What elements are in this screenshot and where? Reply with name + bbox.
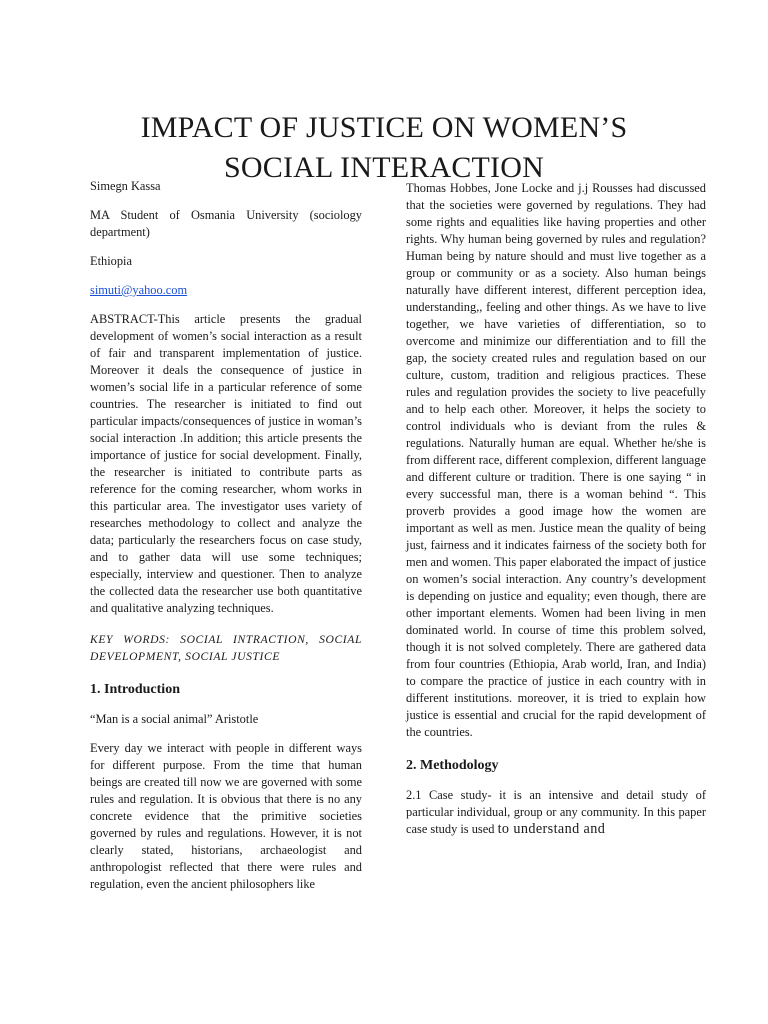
- paper-title: [60, 108, 708, 188]
- keywords: KEY WORDS: SOCIAL INTRACTION, SOCIAL DEVELOPMENT, SOCIAL JUSTICE: [90, 633, 362, 663]
- title-line-2: SOCIAL INTERACTION: [224, 151, 544, 185]
- author-name: Simegn Kassa: [90, 179, 161, 193]
- case-study-paragraph: [406, 787, 706, 838]
- author-country: Ethiopia: [90, 254, 132, 268]
- introduction-quote: “Man is a social animal” Aristotle: [90, 712, 259, 726]
- case-study-text: 2.1 Case study- it is an intensive and detail study of particular individual, group or any community. In this paper case study is used: [406, 788, 706, 836]
- methodology-heading: 2. Methodology: [406, 758, 499, 773]
- introduction-heading: 1. Introduction: [90, 682, 180, 697]
- abstract-paragraph: ABSTRACT-This article presents the gradual development of women’s social interaction as a result of fair and transparent implementation of justice. Moreover it deals the consequence of justice in women’s social life in a particular reference of some countries. The researcher is initiated to find out particular impacts/consequences of justice in woman’s social interaction .In addition; this article presents the importance of justice for social development. Finally, the researcher is initiated to contribute parts as reference for the coming researcher, whom works in this particular area. The investigator uses variety of researches methodology to collect and analyze the data; particularly the researchers focus on case study, and to gather data will use some techniques; especially, interview and questioner. Then to analyze the collected data the researcher use both quantitative and qualitative analyzing techniques.: [90, 312, 362, 615]
- introduction-continued: Thomas Hobbes, Jone Locke and j.j Rousses had discussed that the societies were governed by regulations. They had some rights and equalities like having properties and other rights. Why human being governed by rules and regulation? Human being by nature should and must live together as a group or community or as a society. Also human beings naturally have different interest, different perception idea, understanding,, feeling and other things. As we have to live together, we have varieties of differentiation, so to overcome and minimize our differentiation and to fill the gap, the society created rules and regulation based on our culture, custom, tradition and religious practices. These rules and regulation provides the society to live peacefully and to help each other. Moreover, it helps the society to control individuals who is deviant from the rules & regulations. Naturally human are equal. Whether he/she is from different race, different complexion, different language and different culture or tradition. There is one saying “ in every successful man, there is a woman behind “. This proverb provides a good image how the women are important as well as men. Justice mean the quality of being just, fairness and it indicates fairness of the society both for men and women. This paper elaborated the impact of justice on women’s social interaction. Any country’s development is depending on justice and equality; even though, there are other important elements. Women had been living in men dominated world. In course of time this problem solved, though it is not solved completely. There are gathered data from four countries (Ethiopia, Arab world, Iran, and India) to compare the practice of justice in each country with in different institutions. moreover, it is tried to explain how justice is essential and crucial for the rapid development of the countries.: [406, 181, 707, 739]
- author-email-link[interactable]: simuti@yahoo.com: [90, 283, 188, 297]
- introduction-paragraph: Every day we interact with people in different ways for different purpose. From the time that human beings are created till now we are governed with some rules and regulation. It is obvious that there is no any concrete evidence that the primitive societies governed by rules and regulations. However, it is not clearly stated, historians, archaeologist and anthropologist reflected that there were rules and regulation, even the ancient philosophers like: [90, 741, 362, 891]
- case-study-tail: to understand and: [497, 821, 606, 837]
- left-column: [90, 178, 362, 893]
- right-column: [406, 180, 706, 838]
- title-line-1: IMPACT OF JUSTICE ON WOMEN’S: [140, 111, 628, 145]
- author-affiliation: MA Student of Osmania University (sociology department): [90, 208, 362, 239]
